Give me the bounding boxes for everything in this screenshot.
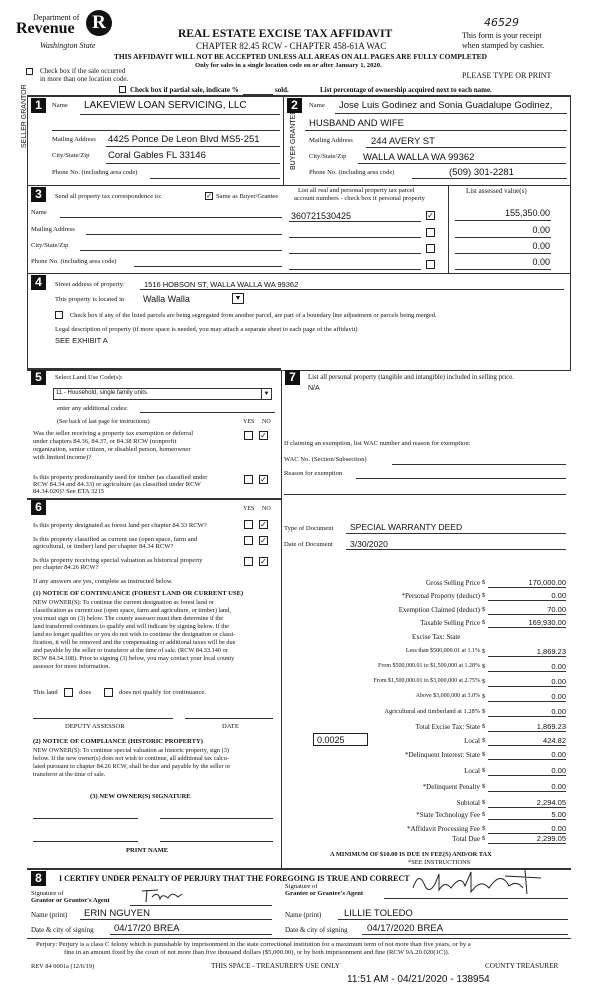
current-use-q-1: Is this property classified as current use (open space, farm and bbox=[33, 536, 198, 543]
receipt-note-2: when stamped by cashier. bbox=[462, 41, 545, 50]
timber-q-3: 84.34.020)? See ETA 3215 bbox=[33, 488, 105, 495]
dept-line: Department of bbox=[33, 13, 80, 22]
located-field[interactable]: Walla Walla bbox=[143, 294, 190, 304]
doc-date-label: Date of Document bbox=[284, 541, 333, 548]
local-rate-box[interactable] bbox=[313, 733, 368, 746]
timber-q-2: RCW 84.34 and 84.33) or agriculture (as classified under RCW bbox=[33, 481, 201, 488]
exemption-claim-label: If claiming an exemption, list WAC number and reason for exemption: bbox=[284, 440, 471, 447]
treasurer-stamp: 11:51 AM - 04/21/2020 - 138954 bbox=[347, 974, 490, 985]
correspondence-label: Send all property tax correspondence to: bbox=[55, 193, 162, 200]
taxable-price-field[interactable]: 169,930.00 bbox=[488, 618, 566, 628]
bracket-ag-field[interactable]: 0.00 bbox=[488, 707, 566, 717]
section-2-number: 2 bbox=[287, 98, 302, 113]
revenue-logo-icon: R bbox=[86, 10, 112, 36]
notice1-line: land no longer qualifies or you do not wish to continue the designation or classi- bbox=[33, 631, 236, 638]
seller-city-field[interactable]: Coral Gables FL 33146 bbox=[108, 150, 206, 161]
corr-name-label: Name bbox=[31, 209, 47, 216]
doc-date-field[interactable]: 3/30/2020 bbox=[350, 539, 388, 549]
total-due-label: Total Due bbox=[452, 835, 480, 843]
assessed-header: List assessed value(s) bbox=[466, 187, 527, 195]
land-use-select[interactable] bbox=[53, 388, 272, 400]
segregated-checkbox[interactable] bbox=[55, 311, 63, 319]
dollar-sign: $ bbox=[482, 678, 486, 685]
current-use-q-2: agricultural, or timber) land per chapter 84.34 RCW? bbox=[33, 543, 174, 550]
taxable-price-label: Taxable Selling Price bbox=[420, 619, 480, 627]
timber-no-checkbox[interactable]: ✓ bbox=[260, 475, 267, 484]
wac-label: WAC No. (Section/Subsection) bbox=[284, 456, 367, 463]
bracket-ag-label: Agricultural and timberland at 1.28% bbox=[384, 708, 480, 715]
notice1-line: and payable by the seller or transferor at the time of sale. (RCW 84.33.140 or bbox=[33, 647, 228, 654]
exemption-no-checkbox[interactable]: ✓ bbox=[260, 431, 267, 440]
exemption-q-4: with limited income)? bbox=[33, 454, 92, 461]
current-use-no-checkbox[interactable]: ✓ bbox=[260, 536, 267, 545]
delinq-state-label: *Delinquent Interest: State bbox=[404, 751, 480, 759]
notice1-line: assessor for more information. bbox=[33, 663, 110, 670]
tech-fee-field[interactable]: 5.00 bbox=[488, 810, 566, 820]
timber-q-1: Is this property predominantly used for timber (as classified under bbox=[33, 474, 208, 481]
located-label: This property is located in bbox=[55, 296, 125, 303]
partial-sale-label: Check box if partial sale, indicate % bbox=[130, 86, 239, 94]
personal-prop-field[interactable]: 0.00 bbox=[488, 591, 566, 601]
notice2-line: lated pursuant to chapter 84.26 RCW, shall be due and payable by the seller or bbox=[33, 763, 231, 770]
does-label: does bbox=[79, 689, 92, 696]
dollar-sign: $ bbox=[482, 751, 486, 758]
same-as-buyer-label: Same as Buyer/Grantee bbox=[216, 193, 279, 200]
multi-location-label: Check box if the sale occurred bbox=[40, 67, 126, 75]
timber-yes-checkbox[interactable] bbox=[244, 475, 253, 484]
grantor-name-field[interactable]: ERIN NGUYEN bbox=[84, 908, 150, 919]
grantee-date-label: Date & city of signing bbox=[285, 926, 348, 934]
dollar-sign: $ bbox=[482, 825, 486, 832]
buyer-phone-label: Phone No. (including area code) bbox=[309, 169, 395, 176]
affidavit-fee-field[interactable]: 0.00 bbox=[488, 824, 566, 834]
exemption-claimed-field[interactable]: 70.00 bbox=[488, 605, 566, 615]
buyer-mailing-field[interactable]: 244 AVERY ST bbox=[371, 136, 435, 147]
buyer-city-label: City/State/Zip bbox=[309, 153, 347, 160]
print-name-label: PRINT NAME bbox=[126, 847, 169, 854]
bracket-2-field[interactable]: 0.00 bbox=[488, 662, 566, 672]
new-owner-signature-title: (3) NEW OWNER(S) SIGNATURE bbox=[90, 793, 191, 800]
grantor-sig-label-1: Signature of bbox=[31, 890, 64, 897]
section-1-number: 1 bbox=[31, 98, 46, 113]
handwritten-number: 46529 bbox=[484, 16, 519, 29]
parcel-2-checkbox[interactable] bbox=[426, 228, 435, 237]
total-due-field[interactable]: 2,299.05 bbox=[488, 834, 566, 844]
current-use-yes-checkbox[interactable] bbox=[244, 536, 253, 545]
certify-title: I CERTIFY UNDER PENALTY OF PERJURY THAT THE FOREGOING IS TRUE AND CORRECT bbox=[59, 874, 410, 883]
dollar-sign: $ bbox=[482, 606, 486, 613]
section-6-number: 6 bbox=[31, 500, 46, 515]
grantee-sig-label-2: Grantee or Grantee's Agent bbox=[285, 890, 364, 897]
partial-sale-sold: sold. bbox=[275, 86, 289, 94]
multi-location-label-2: in more than one location code. bbox=[40, 75, 129, 83]
grantee-name-field[interactable]: LILLIE TOLEDO bbox=[344, 908, 413, 919]
grantee-signature bbox=[405, 866, 555, 900]
dollar-sign: $ bbox=[482, 592, 486, 599]
street-field[interactable]: 1516 HOBSON ST, WALLA WALLA WA 99362 bbox=[144, 280, 299, 289]
tech-fee-label: *State Technology Fee bbox=[416, 811, 480, 819]
subtotal-field[interactable]: 2,294.05 bbox=[488, 798, 566, 808]
perjury-note: Perjury: Perjury is a class C felony which is punishable by imprisonment in the state correctional institution for a maximum term of not more than five years, or by a bbox=[36, 941, 471, 948]
see-instructions-note: *SEE INSTRUCTIONS bbox=[408, 859, 471, 866]
grantor-name-label: Name (print) bbox=[31, 911, 68, 919]
dollar-sign: $ bbox=[482, 619, 486, 626]
personal-property-label: List all personal property (tangible and intangible) included in selling price. bbox=[308, 374, 514, 381]
corr-city-label: City/State/Zip bbox=[31, 242, 69, 249]
form-only-for: Only for sales in a single location code on or after January 1, 2020. bbox=[195, 62, 382, 69]
seller-side-label: SELLER GRANTOR bbox=[21, 84, 28, 148]
parcel-1-checkbox[interactable]: ✓ bbox=[427, 211, 434, 220]
assessed-value-2[interactable]: 0.00 bbox=[532, 225, 550, 235]
grantor-signature bbox=[138, 885, 186, 905]
buyer-phone-field[interactable]: (509) 301-2281 bbox=[449, 167, 514, 178]
land-use-selected: 11 - Household, single family units bbox=[56, 390, 147, 396]
bracket-2-label: From $500,000.01 to $1,500,000 at 1.28% bbox=[378, 663, 480, 669]
dollar-sign: $ bbox=[482, 648, 486, 655]
historic-q-1: Is this property receiving special valuation as historical property bbox=[33, 557, 203, 564]
assessor-date-label: DATE bbox=[222, 723, 239, 730]
buyer-name-field[interactable]: Jose Luis Godinez and Sonia Guadalupe Godinez, bbox=[339, 100, 553, 111]
section-3-number: 3 bbox=[31, 187, 46, 202]
delinq-penalty-field[interactable]: 0.00 bbox=[488, 782, 566, 792]
exemption-q-2: under chapters 84.36, 84.37, or 84.38 RCW (nonprofit bbox=[33, 438, 177, 445]
seller-mailing-label: Mailing Address bbox=[52, 136, 96, 143]
see-back-label: (See back of last page for instructions) bbox=[57, 419, 150, 425]
historic-no-checkbox[interactable]: ✓ bbox=[260, 557, 267, 566]
exemption-q-1: Was the seller receiving a property tax exemption or deferral bbox=[33, 430, 194, 437]
dollar-sign: $ bbox=[482, 579, 486, 586]
grantee-date-field[interactable]: 04/17/2020 BREA bbox=[367, 923, 444, 934]
buyer-name-field-2[interactable]: HUSBAND AND WIFE bbox=[309, 118, 405, 129]
legal-label: Legal description of property (if more space is needed, you may attach a separate sheet to each page of the affidavit) bbox=[55, 326, 358, 333]
notice1-line: RCW 84.34.108). Prior to signing (3) below, you may contact your local county bbox=[33, 655, 235, 662]
exemption-q-3: organization, senior citizen, or disabled person, homeowner bbox=[33, 446, 191, 453]
perjury-note-2: fine in an amount fixed by the court of not more than five thousand dollars ($5,000.00), or by both imprisonment and fine (RCW 9A.20.020(1C)). bbox=[64, 949, 450, 956]
seller-phone-label: Phone No. (including area code) bbox=[52, 169, 138, 176]
exemption-claimed-label: Exemption Claimed (deduct) bbox=[398, 606, 480, 614]
buyer-mailing-label: Mailing Address bbox=[309, 137, 353, 144]
dollar-sign: $ bbox=[482, 737, 486, 744]
bracket-4-label: Above $3,000,000 at 3.0% bbox=[415, 693, 480, 699]
county-treasurer: COUNTY TREASURER bbox=[485, 962, 559, 970]
form-warning: THIS AFFIDAVIT WILL NOT BE ACCEPTED UNLESS ALL AREAS ON ALL PAGES ARE FULLY COMPLETED bbox=[114, 52, 487, 61]
assessed-value-4[interactable]: 0.00 bbox=[532, 257, 550, 267]
seller-city-label: City/State/Zip bbox=[52, 152, 90, 159]
buyer-city-field[interactable]: WALLA WALLA WA 99362 bbox=[363, 152, 475, 163]
local-label: Local bbox=[464, 737, 480, 745]
s6-yes: YES bbox=[243, 506, 255, 512]
land-use-label: Select Land Use Code(s): bbox=[55, 374, 123, 381]
notice2-line: NEW OWNER(S): To continue special valuation as historic property, sign (3) bbox=[33, 747, 230, 754]
historic-yes-checkbox[interactable] bbox=[244, 557, 253, 566]
personal-prop-label: *Personal Property (deduct) bbox=[401, 592, 480, 600]
doc-type-label: Type of Document bbox=[284, 525, 334, 532]
total-state-field[interactable]: 1,869.23 bbox=[488, 722, 566, 732]
forest-yes-checkbox[interactable] bbox=[244, 520, 253, 529]
bracket-3-label: From $1,500,000.01 to $3,000,000 at 2.75% bbox=[373, 678, 480, 684]
section-5-number: 5 bbox=[31, 370, 46, 385]
notice1-line: NEW OWNER(S): To continue the current designation as forest land or bbox=[33, 599, 214, 606]
form-chapter: CHAPTER 82.45 RCW - CHAPTER 458-61A WAC bbox=[196, 41, 387, 51]
same-as-buyer-checkbox[interactable]: ✓ bbox=[206, 192, 212, 200]
excise-state-label: Excise Tax: State bbox=[412, 633, 461, 641]
dollar-sign: $ bbox=[482, 783, 486, 790]
assessed-value-1[interactable]: 155,350.00 bbox=[504, 208, 550, 218]
bracket-4-field[interactable]: 0.00 bbox=[488, 692, 566, 702]
deputy-assessor-label: DEPUTY ASSESSOR bbox=[65, 723, 125, 730]
notice1-line: you must sign on (3) below. The county assessor must then determine if the bbox=[33, 615, 224, 622]
delinq-local-field[interactable]: 0.00 bbox=[488, 766, 566, 776]
dollar-sign: $ bbox=[482, 835, 486, 842]
dept-logo-text: Revenue bbox=[16, 20, 75, 37]
corr-phone-label: Phone No. (including area code) bbox=[31, 258, 117, 265]
land-not-qualify-checkbox[interactable] bbox=[104, 688, 113, 697]
section-8-number: 8 bbox=[31, 871, 46, 886]
parcel-3-checkbox[interactable] bbox=[426, 244, 435, 253]
seller-name-label: Name bbox=[52, 102, 68, 109]
land-use-dropdown-icon: ▼ bbox=[261, 389, 271, 399]
street-label: Street address of property: bbox=[55, 281, 125, 288]
notice1-title: (1) NOTICE OF CONTINUANCE (FOREST LAND OR CURRENT USE) bbox=[33, 590, 244, 597]
parcel-number-1[interactable]: 360721530425 bbox=[291, 211, 352, 221]
notice2-title: (2) NOTICE OF COMPLIANCE (HISTORIC PROPERTY) bbox=[33, 738, 203, 745]
please-type: PLEASE TYPE OR PRINT bbox=[462, 71, 552, 80]
grantee-sig-label-1: Signature of bbox=[285, 883, 318, 890]
affidavit-fee-label: *Affidavit Processing Fee bbox=[407, 825, 480, 833]
notice2-line: below. If the new owner(s) does not wish to continue, all additional tax calcu- bbox=[33, 755, 229, 762]
parcel-header-2: account numbers - check box if personal property bbox=[294, 195, 425, 202]
section-7-number: 7 bbox=[285, 370, 300, 385]
gross-price-field[interactable]: 170,000.00 bbox=[488, 578, 566, 588]
parcel-header: List all real and personal property tax parcel bbox=[298, 187, 415, 194]
forest-q: Is this property designated as forest land per chapter 84.33 RCW? bbox=[33, 522, 207, 529]
receipt-note: This form is your receipt bbox=[462, 31, 542, 40]
dollar-sign: $ bbox=[482, 708, 486, 715]
state-line: Washington State bbox=[40, 41, 96, 50]
doc-type-field[interactable]: SPECIAL WARRANTY DEED bbox=[350, 522, 463, 532]
local-field[interactable]: 424.82 bbox=[488, 736, 566, 746]
grantee-name-label: Name (print) bbox=[285, 911, 322, 919]
ownership-note: List percentage of ownership acquired next to each name. bbox=[320, 86, 492, 94]
delinq-state-field[interactable]: 0.00 bbox=[488, 750, 566, 760]
treasurer-only: THIS SPACE - TREASURER'S USE ONLY bbox=[211, 962, 340, 970]
personal-property-field[interactable]: N/A bbox=[308, 385, 320, 392]
legal-field[interactable]: SEE EXHIBIT A bbox=[55, 336, 108, 345]
segregated-label: Check box if any of the listed parcels are being segregated from another parcel, are part of a boundary line adjustment or parcels being merged. bbox=[70, 312, 437, 319]
forest-no-checkbox[interactable]: ✓ bbox=[260, 520, 267, 529]
dollar-sign: $ bbox=[482, 723, 486, 730]
local-rate-value: 0.0025 bbox=[317, 735, 345, 745]
delinq-penalty-label: *Delinquent Penalty bbox=[422, 783, 480, 791]
dollar-sign: $ bbox=[482, 767, 486, 774]
grantor-sig-label-2: Grantor or Grantor's Agent bbox=[31, 897, 110, 904]
historic-q-2: per chapter 84.26 RCW? bbox=[33, 564, 99, 571]
notice1-line: land transferred continues to qualify and will indicate by signing below. If the bbox=[33, 623, 229, 630]
seller-name-field[interactable]: LAKEVIEW LOAN SERVICING, LLC bbox=[84, 100, 247, 111]
partial-sale-checkbox[interactable] bbox=[119, 86, 126, 93]
buyer-name-label: Name bbox=[309, 102, 325, 109]
reason-label: Reason for exemption bbox=[284, 470, 343, 477]
s6-no: NO bbox=[262, 506, 271, 512]
bracket-1-label: Less than $500,000.01 at 1.1% bbox=[405, 648, 480, 654]
buyer-side-label: BUYER GRANTEE bbox=[290, 110, 297, 170]
this-land-label: This land bbox=[33, 689, 58, 696]
parcel-4-checkbox[interactable] bbox=[426, 260, 435, 269]
corr-mailing-label: Mailing Address bbox=[31, 226, 75, 233]
form-title: REAL ESTATE EXCISE TAX AFFIDAVIT bbox=[178, 28, 393, 40]
minimum-note: A MINIMUM OF $10.00 IS DUE IN FEE(S) AND/OR TAX bbox=[330, 851, 492, 858]
total-state-label: Total Excise Tax: State bbox=[415, 723, 480, 731]
grantor-date-field[interactable]: 04/17/20 BREA bbox=[114, 923, 180, 934]
rev-number: REV 84 0001a (12/6/19) bbox=[31, 963, 95, 970]
dollar-sign: $ bbox=[482, 799, 486, 806]
if-yes-note: If any answers are yes, complete as instructed below. bbox=[33, 578, 173, 585]
land-use-no: NO bbox=[262, 419, 271, 425]
land-does-checkbox[interactable] bbox=[64, 688, 73, 697]
exemption-yes-checkbox[interactable] bbox=[244, 431, 253, 440]
dollar-sign: $ bbox=[482, 693, 486, 700]
subtotal-label: Subtotal bbox=[456, 799, 480, 807]
delinq-local-label: Local bbox=[464, 767, 480, 775]
notice1-line: fication, it will be removed and the compensating or additional taxes will be due bbox=[33, 639, 236, 646]
county-dropdown-icon[interactable]: ▼ bbox=[232, 293, 244, 304]
land-use-yes: YES bbox=[243, 419, 255, 425]
gross-price-label: Gross Selling Price bbox=[425, 579, 480, 587]
assessed-value-3[interactable]: 0.00 bbox=[532, 241, 550, 251]
seller-mailing-field[interactable]: 4425 Ponce De Leon Blvd MS5-251 bbox=[108, 134, 260, 145]
dollar-sign: $ bbox=[482, 811, 486, 818]
not-qualify-label: does not qualify for continuance. bbox=[119, 689, 206, 696]
grantor-date-label: Date & city of signing bbox=[31, 926, 94, 934]
additional-codes-label: enter any additional codes: bbox=[57, 405, 128, 412]
dollar-sign: $ bbox=[482, 663, 486, 670]
section-4-number: 4 bbox=[31, 275, 46, 290]
notice1-line: classification as current use (open space, farm and agriculture, or timber) land, bbox=[33, 607, 231, 614]
bracket-1-field[interactable]: 1,869.23 bbox=[488, 647, 566, 657]
multi-location-checkbox[interactable] bbox=[26, 68, 33, 75]
bracket-3-field[interactable]: 0.00 bbox=[488, 677, 566, 687]
notice2-line: transferor at the time of sale. bbox=[33, 771, 106, 778]
